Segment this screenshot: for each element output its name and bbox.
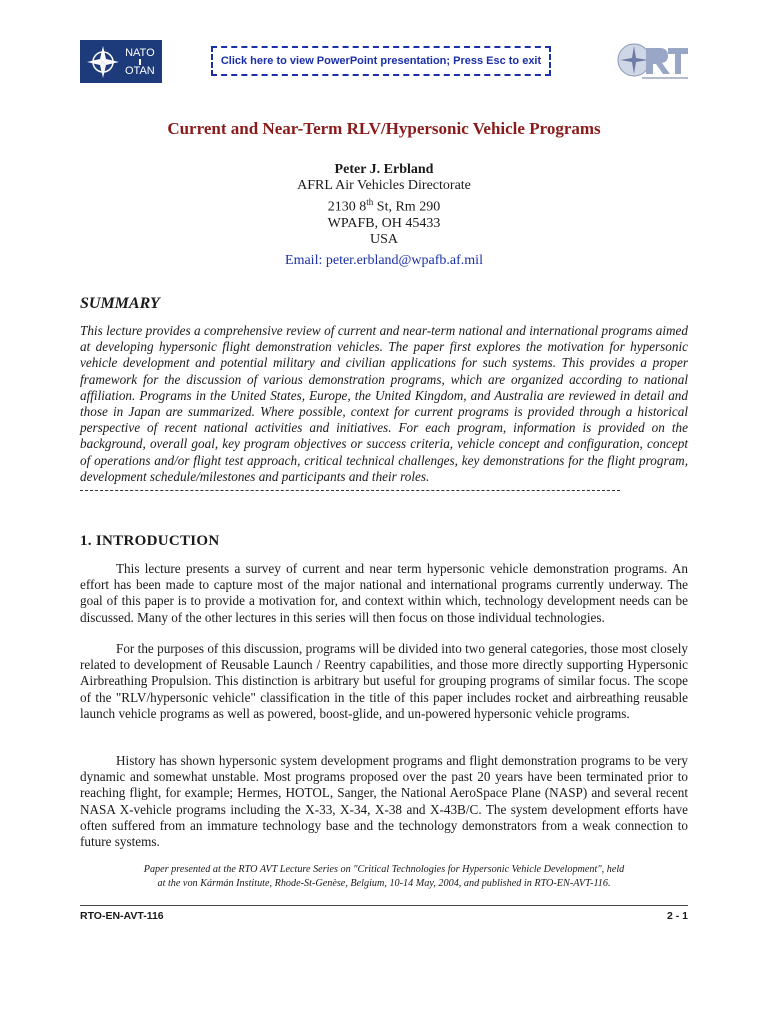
- intro-paragraph-2: For the purposes of this discussion, programs will be divided into two general categories, those most closely related to development of Reusable Launch / Reentry capabilities, and those more directly supporting Hypersonic Airbreathing Propulsion. This distinction is arbitrary but useful for grouping programs of similar focus. The scope of the "RLV/hypersonic vehicle" classification in the title of this paper includes rocket and airbreathing reusable launch vehicle programs as well as powered, boost-glide, and un-powered hypersonic vehicle programs.: [80, 641, 688, 721]
- summary-heading: SUMMARY: [80, 295, 160, 312]
- otan-label: OTAN: [125, 64, 155, 77]
- author-email-link[interactable]: Email: peter.erbland@wpafb.af.mil: [285, 253, 483, 268]
- nato-label: NATO: [125, 46, 155, 59]
- intro-paragraph-3: History has shown hypersonic system development programs and flight demonstration programs to be very dynamic and somewhat unstable. Most programs proposed over the past 20 years have been terminated prior to reaching flight, for example; Hermes, HOTOL, Sanger, the National AeroSpace Plane (NASP) and several recent NASA X-vehicle programs including the X-33, X-34, X-38 and X-43B/C. The system development efforts have often suffered from an immature technology base and the technology demonstrators from a weak connection to future systems.: [80, 753, 688, 850]
- author-street: 2130 8th St, Rm 290: [327, 197, 441, 215]
- paper-title: Current and Near-Term RLV/Hypersonic Vehicle Programs: [167, 119, 601, 138]
- author-city: WPAFB, OH 45433: [327, 215, 441, 231]
- nato-otan-logo: [80, 40, 162, 83]
- section-divider: [80, 490, 620, 491]
- author-country: USA: [369, 231, 398, 247]
- nato-compass-star-icon: [85, 44, 121, 80]
- introduction-heading: 1. INTRODUCTION: [80, 533, 220, 549]
- author-name: Peter J. Erbland: [334, 162, 434, 177]
- author-block: [0, 162, 768, 248]
- footnote-line-1: Paper presented at the RTO AVT Lecture Series on "Critical Technologies for Hypersonic Vehicle Development", held: [143, 864, 625, 875]
- footnote-line-2: at the von Kármán Institute, Rhode-St-Genèse, Belgium, 10-14 May, 2004, and published in RTO-EN-AVT-116.: [157, 878, 611, 889]
- nato-otan-wordmark: [125, 47, 155, 77]
- author-organization: AFRL Air Vehicles Directorate: [297, 178, 471, 193]
- intro-paragraph-1: This lecture presents a survey of current and near term hypersonic vehicle demonstration programs. An effort has been made to capture most of the major national and international programs currently underway. The goal of this paper is to provide a motivation for, and context within which, technology development needs can be discussed. Many of the other lectures in this series will then focus on those individual technologies.: [80, 561, 688, 625]
- rto-logo-icon: [612, 40, 692, 82]
- footer-rule: [80, 905, 688, 906]
- summary-text: This lecture provides a comprehensive review of current and near-term national and international programs aimed at developing hypersonic flight demonstration vehicles. The paper first explores the motivation for hypersonic vehicle development and potential military and civilian applications for such systems. This provides a proper framework for the discussion of various demonstration programs, which are organized according to national affiliation. Programs in the United States, Europe, the United Kingdom, and Australia are reviewed in detail and those in Japan are summarized. Where possible, context for current programs is provided through a historical perspective of recent national activities and initiatives. For each program, information is provided on the background, overall goal, key program objectives or success criteria, vehicle concept and configuration, concept of operations and/or flight test approach, critical technical challenges, key demonstrations for the flight program, development schedule/milestones and participants and their roles.: [80, 323, 688, 484]
- page-number: 2 - 1: [666, 910, 688, 922]
- document-id: RTO-EN-AVT-116: [80, 910, 164, 922]
- powerpoint-presentation-link[interactable]: Click here to view PowerPoint presentation; Press Esc to exit: [211, 46, 551, 76]
- publication-footnote: [0, 863, 768, 891]
